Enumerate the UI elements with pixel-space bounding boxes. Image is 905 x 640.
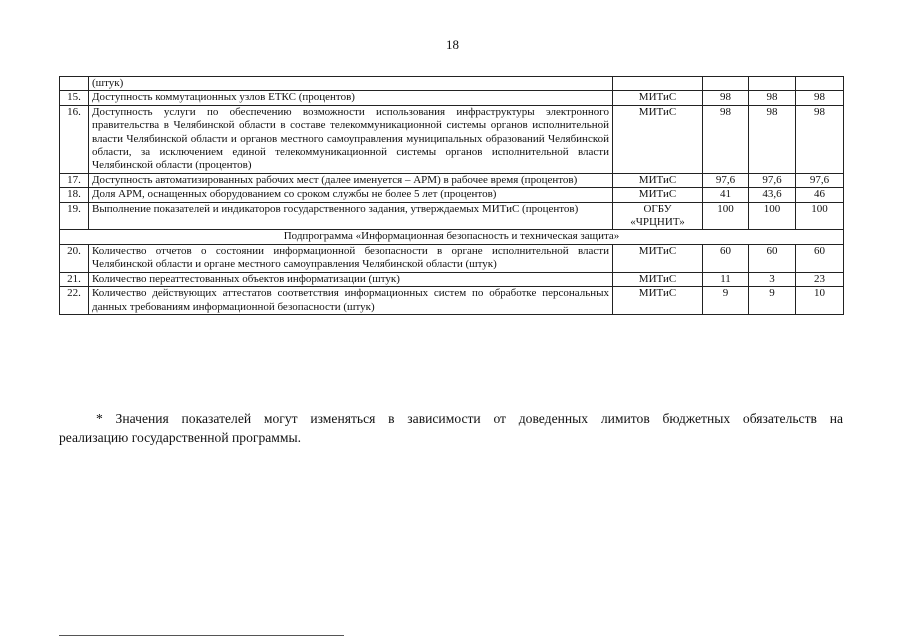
- table-row: [60, 173, 844, 187]
- value-year-2: 43,6: [749, 188, 796, 202]
- indicator-description: Количество отчетов о состоянии информационной безопасности в органе исполнительной власти Челябинской области и органе местного самоуправления Челябинской области (штук): [89, 244, 613, 272]
- executor-cell: МИТиС: [613, 244, 703, 272]
- row-number: [60, 77, 89, 91]
- value-year-3: 60: [796, 244, 844, 272]
- footnote-line-1: * Значения показателей могут изменяться в зависимости от доведенных лимитов бюджетных обязательств на: [96, 411, 843, 426]
- value-year-1: 98: [703, 105, 749, 173]
- executor-cell: МИТиС: [613, 105, 703, 173]
- indicator-description: Доступность коммутационных узлов ЕТКС (процентов): [89, 91, 613, 105]
- table-row: [60, 287, 844, 315]
- value-year-2: 60: [749, 244, 796, 272]
- value-year-2: 9: [749, 287, 796, 315]
- subprogram-row: [60, 230, 844, 244]
- indicators-table: [59, 76, 844, 315]
- value-year-1: 41: [703, 188, 749, 202]
- row-number: 22.: [60, 287, 89, 315]
- indicator-description: Доступность автоматизированных рабочих мест (далее именуется – АРМ) в рабочее время (процентов): [89, 173, 613, 187]
- indicator-description: Выполнение показателей и индикаторов государственного задания, утверждаемых МИТиС (процентов): [89, 202, 613, 230]
- page-number: 18: [446, 37, 459, 52]
- value-year-1: 9: [703, 287, 749, 315]
- executor-cell: МИТиС: [613, 287, 703, 315]
- indicator-description: Количество действующих аттестатов соответствия информационных систем по обработке персональных данных требованиям информационной безопасности (штук): [89, 287, 613, 315]
- row-number: 21.: [60, 272, 89, 286]
- value-year-2: 3: [749, 272, 796, 286]
- value-year-3: 98: [796, 91, 844, 105]
- table-row: [60, 244, 844, 272]
- row-number: 16.: [60, 105, 89, 173]
- value-year-3: [796, 77, 844, 91]
- table-row: [60, 188, 844, 202]
- value-year-3: 98: [796, 105, 844, 173]
- value-year-1: [703, 77, 749, 91]
- row-number: 17.: [60, 173, 89, 187]
- executor-cell: МИТиС: [613, 91, 703, 105]
- table-row: [60, 77, 844, 91]
- indicator-description: Доля АРМ, оснащенных оборудованием со сроком службы не более 5 лет (процентов): [89, 188, 613, 202]
- indicator-description: Доступность услуги по обеспечению возможности использования инфраструктуры электронного правительства в Челябинской области в составе телекоммуникационной системы органов исполнительной власти Челябинской области и органов местного самоуправления муниципальных образований Челябинской области, за исключением единой телекоммуникационной системы органов исполнительной власти Челябинской области (процентов): [89, 105, 613, 173]
- table-row: [60, 105, 844, 173]
- value-year-2: 97,6: [749, 173, 796, 187]
- executor-cell: МИТиС: [613, 272, 703, 286]
- row-number: 15.: [60, 91, 89, 105]
- value-year-1: 97,6: [703, 173, 749, 187]
- value-year-3: 97,6: [796, 173, 844, 187]
- executor-cell: МИТиС: [613, 188, 703, 202]
- table-row: [60, 202, 844, 230]
- value-year-3: 100: [796, 202, 844, 230]
- value-year-1: 60: [703, 244, 749, 272]
- executor-cell: МИТиС: [613, 173, 703, 187]
- executor-cell: ОГБУ «ЧРЦНИТ»: [613, 202, 703, 230]
- value-year-1: 98: [703, 91, 749, 105]
- indicator-description: Количество переаттестованных объектов информатизации (штук): [89, 272, 613, 286]
- value-year-2: 100: [749, 202, 796, 230]
- indicator-description: (штук): [89, 77, 613, 91]
- value-year-1: 100: [703, 202, 749, 230]
- table-row: [60, 272, 844, 286]
- executor-cell: [613, 77, 703, 91]
- footnote: [59, 409, 843, 447]
- footnote-line-2: реализацию государственной программы.: [59, 430, 302, 445]
- value-year-2: 98: [749, 91, 796, 105]
- value-year-2: [749, 77, 796, 91]
- table-row: [60, 91, 844, 105]
- row-number: 19.: [60, 202, 89, 230]
- row-number: 20.: [60, 244, 89, 272]
- subprogram-title: Подпрограмма «Информационная безопасность и техническая защита»: [60, 230, 844, 244]
- row-number: 18.: [60, 188, 89, 202]
- value-year-1: 11: [703, 272, 749, 286]
- value-year-2: 98: [749, 105, 796, 173]
- value-year-3: 46: [796, 188, 844, 202]
- bottom-divider: [59, 635, 344, 636]
- value-year-3: 10: [796, 287, 844, 315]
- value-year-3: 23: [796, 272, 844, 286]
